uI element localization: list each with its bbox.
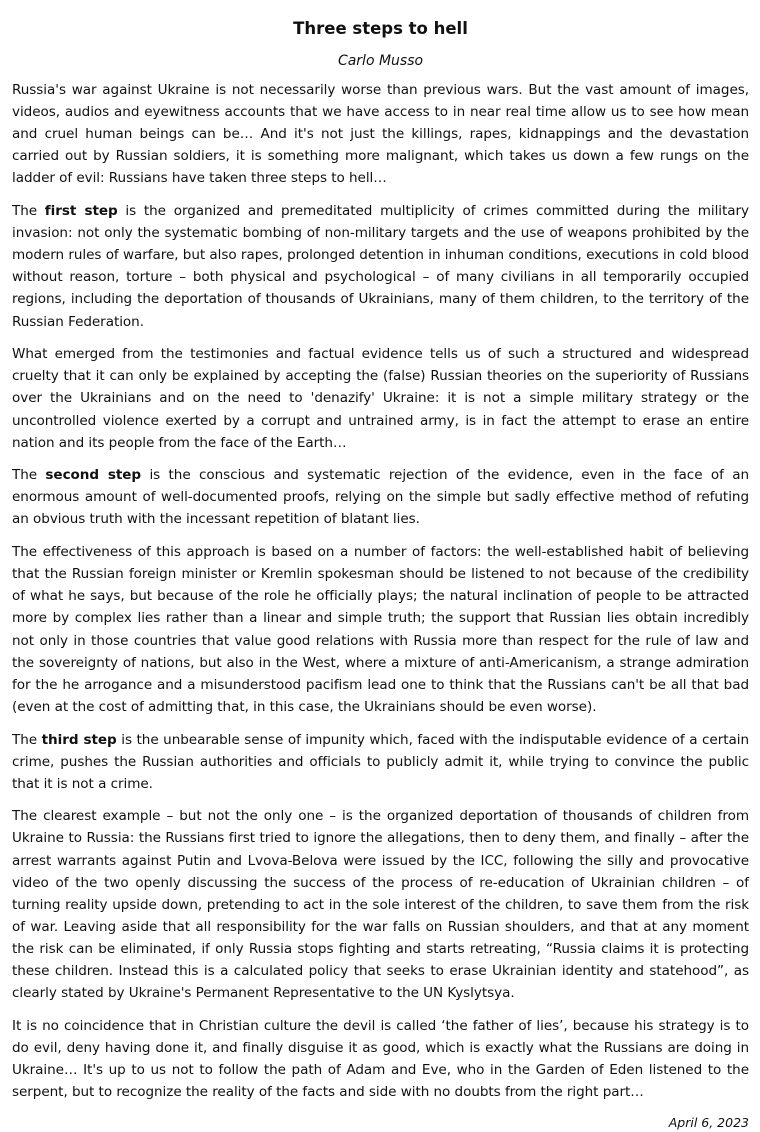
- paragraph-effectiveness: The effectiveness of this approach is based on a number of factors: the well-established habit of believing that the Russian foreign minister or Kremlin spokesman should be listened to not because of the credibility of what he says, but because of the role he officially plays; the natural inclination of people to be attracted more by complex lies rather than a linear and simple truth; the support that Russian lies obtain incredibly not only in those countries that value good relations with Russia more than respect for the rule of law and the sovereignty of nations, but also in the West, where a mixture of anti-Americanism, a strange admiration for the he arrogance and a misunderstood pacifism lead one to think that the Russians can't be all that bad (even at the cost of admitting that, in this case, the Ukrainians should be even worse).: [12, 544, 749, 715]
- paragraph-third-step: [12, 729, 749, 795]
- paragraph-text: is the organized and premeditated multiplicity of crimes committed during the military invasion: not only the systematic bombing of non-military targets and the use of weapons prohibited by the modern rules of warfare, but also rapes, prolonged detention in inhuman conditions, executions in cold blood without reason, torture – both physical and psychological – of many civilians in all temporarily occupied regions, including the deportation of thousands of Ukrainians, many of them children, to the territory of the Russian Federation.: [12, 203, 749, 330]
- paragraph-example: The clearest example – but not the only one – is the organized deportation of thousands of children from Ukraine to Russia: the Russians first tried to ignore the allegations, then to deny them, and finally – after the arrest warrants against Putin and Lvova-Belova were issued by the ICC, following the silly and provocative video of the two openly discussing the success of the process of re-education of Ukrainian children – of turning reality upside down, pretending to act in the sole interest of the children, to save them from the risk of war. Leaving aside that all responsibility for the war falls on Russian shoulders, and that at any moment the risk can be eliminated, if only Russia stops fighting and starts retreating, “Russia claims it is protecting these children. Instead this is a calculated policy that seeks to erase Ukrainian identity and statehood”, as clearly stated by Ukraine's Permanent Representative to the UN Kyslytsya.: [12, 808, 749, 1002]
- paragraph-cruelty: What emerged from the testimonies and factual evidence tells us of such a structured and widespread cruelty that it can only be explained by accepting the (false) Russian theories on the superiority of Russians over the Ukrainians and on the need to 'denazify' Ukraine: it is not a simple military strategy or the uncontrolled violence exerted by a corrupt and untrained army, is in fact the attempt to erase an entire nation and its people from the face of the Earth…: [12, 346, 749, 451]
- paragraph-first-step: [12, 200, 749, 333]
- third-step-heading: third step: [41, 731, 117, 748]
- article-date: April 6, 2023: [668, 1114, 749, 1130]
- first-step-heading: first step: [44, 203, 118, 220]
- second-step-heading: second step: [45, 467, 142, 484]
- paragraph-intro: Russia's war against Ukraine is not necessarily worse than previous wars. But the vast amount of images, videos, audios and eyewitness accounts that we have access to in near real time allow us to see how mean and cruel human beings can be… And it's not just the killings, rapes, kidnappings and the devastation carried out by Russian soldiers, it is something more malignant, which takes us down a few rungs on the ladder of evil: Russians have taken three steps to hell…: [12, 82, 749, 187]
- paragraph-conclusion: It is no coincidence that in Christian culture the devil is called ‘the father of lies’, because his strategy is to do evil, deny having done it, and finally disguise it as good, which is exactly what the Russians are doing in Ukraine… It's up to us not to follow the path of Adam and Eve, who in the Garden of Eden listened to the serpent, but to recognize the reality of the facts and side with no doubts from the right part…: [12, 1017, 749, 1101]
- paragraph-text: is the conscious and systematic rejection of the evidence, even in the face of an enormous amount of well-documented proofs, relying on the simple but sadly effective method of refuting an obvious truth with the incessant repetition of blatant lies.: [12, 467, 749, 528]
- article-title: Three steps to hell: [293, 19, 468, 38]
- article-author: Carlo Musso: [337, 53, 424, 69]
- article: [12, 16, 749, 1132]
- paragraph-text: is the unbearable sense of impunity which, faced with the indisputable evidence of a certain crime, pushes the Russian authorities and officials to publicly admit it, while trying to convince the public that it is not a crime.: [12, 731, 749, 792]
- paragraph-text: The: [12, 731, 42, 748]
- paragraph-text: The: [12, 203, 45, 220]
- paragraph-second-step: [12, 464, 749, 530]
- paragraph-text: The: [12, 467, 46, 484]
